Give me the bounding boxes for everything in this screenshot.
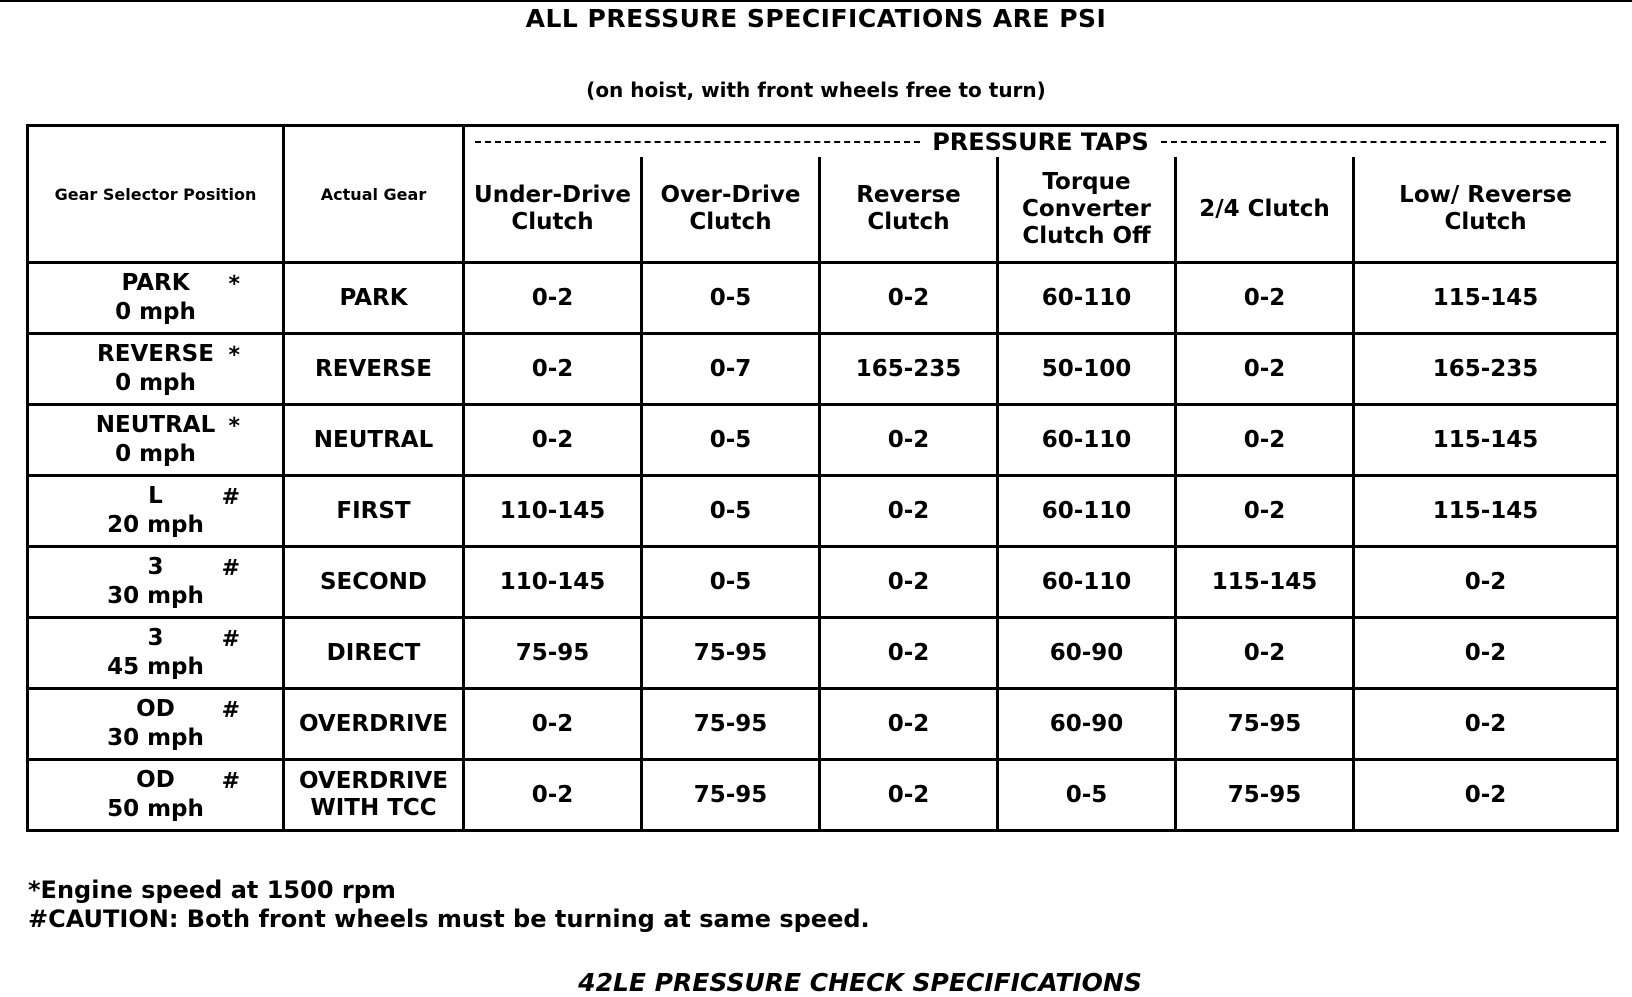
selector-position: NEUTRAL: [95, 412, 216, 438]
pressure-value-cell: 115-145: [1354, 263, 1618, 334]
pressure-value-cell: 110-145: [464, 547, 642, 618]
selector-position-cell: [28, 547, 284, 618]
selector-position: OD: [136, 767, 175, 793]
actual-gear-cell: PARK: [284, 263, 464, 334]
pressure-value-cell: 75-95: [464, 618, 642, 689]
footnote-mark: #: [221, 556, 240, 581]
col-header-low-reverse-clutch: Low/ Reverse Clutch: [1354, 157, 1618, 263]
pressure-value-cell: 0-2: [464, 263, 642, 334]
pressure-value-cell: 0-2: [820, 760, 998, 831]
actual-gear-cell: OVERDRIVE WITH TCC: [284, 760, 464, 831]
pressure-value-cell: 0-5: [998, 760, 1176, 831]
pressure-value-cell: 60-110: [998, 476, 1176, 547]
pressure-value-cell: 0-7: [642, 334, 820, 405]
table-body: [28, 263, 1618, 831]
dashed-rule-right: [1161, 141, 1606, 143]
figure-caption: 42LE PRESSURE CHECK SPECIFICATIONS: [578, 968, 1142, 997]
pressure-value-cell: 115-145: [1354, 405, 1618, 476]
selector-position: L: [148, 483, 163, 509]
pressure-value-cell: 60-110: [998, 263, 1176, 334]
pressure-value-cell: 0-5: [642, 405, 820, 476]
pressure-value-cell: 0-2: [820, 618, 998, 689]
actual-gear-cell: DIRECT: [284, 618, 464, 689]
footnote-mark: *: [228, 343, 240, 368]
footnote-mark: #: [221, 627, 240, 652]
road-speed: 30 mph: [107, 725, 204, 751]
pressure-value-cell: 75-95: [642, 618, 820, 689]
table-row: [28, 618, 1618, 689]
top-rule: [0, 0, 1632, 2]
col-header-overdrive-clutch: Over-Drive Clutch: [642, 157, 820, 263]
pressure-taps-label: PRESSURE TAPS: [932, 128, 1149, 156]
col-header-reverse-clutch: Reverse Clutch: [820, 157, 998, 263]
col-header-underdrive-clutch: Under-Drive Clutch: [464, 157, 642, 263]
pressure-value-cell: 0-2: [820, 405, 998, 476]
selector-position-cell: [28, 334, 284, 405]
selector-position: OD: [136, 696, 175, 722]
col-header-torque-converter-clutch: Torque Converter Clutch Off: [998, 157, 1176, 263]
road-speed: 50 mph: [107, 796, 204, 822]
page-subtitle: (on hoist, with front wheels free to turn): [586, 78, 1046, 102]
pressure-value-cell: 60-110: [998, 547, 1176, 618]
pressure-value-cell: 0-2: [1176, 476, 1354, 547]
pressure-value-cell: 0-2: [1176, 405, 1354, 476]
pressure-value-cell: 0-2: [1176, 334, 1354, 405]
actual-gear-cell: OVERDRIVE: [284, 689, 464, 760]
pressure-value-cell: 0-2: [464, 689, 642, 760]
table-row: [28, 547, 1618, 618]
road-speed: 45 mph: [107, 654, 204, 680]
pressure-taps-group-header: [464, 126, 1618, 158]
pressure-value-cell: 60-90: [998, 689, 1176, 760]
table-row: [28, 476, 1618, 547]
footnote-mark: *: [228, 414, 240, 439]
selector-position: 3: [147, 554, 164, 580]
footnote-mark: #: [221, 769, 240, 794]
selector-position: PARK: [121, 270, 190, 296]
footnote-mark: #: [221, 485, 240, 510]
table-row: [28, 334, 1618, 405]
pressure-value-cell: 0-2: [1176, 263, 1354, 334]
selector-position-cell: [28, 618, 284, 689]
pressure-value-cell: 0-5: [642, 547, 820, 618]
footnotes: [28, 876, 870, 934]
selector-position: REVERSE: [97, 341, 214, 367]
pressure-value-cell: 0-2: [464, 405, 642, 476]
pressure-value-cell: 0-5: [642, 263, 820, 334]
table-row: [28, 263, 1618, 334]
road-speed: 20 mph: [107, 512, 204, 538]
pressure-value-cell: 0-2: [1176, 618, 1354, 689]
selector-position: 3: [147, 625, 164, 651]
road-speed: 0 mph: [115, 299, 196, 325]
pressure-value-cell: 0-2: [1354, 760, 1618, 831]
pressure-value-cell: 0-2: [820, 476, 998, 547]
selector-position-cell: [28, 760, 284, 831]
actual-gear-cell: NEUTRAL: [284, 405, 464, 476]
table-row: [28, 405, 1618, 476]
road-speed: 0 mph: [115, 370, 196, 396]
pressure-value-cell: 0-2: [464, 760, 642, 831]
table-row: [28, 689, 1618, 760]
pressure-value-cell: 0-2: [1354, 547, 1618, 618]
selector-position-cell: [28, 263, 284, 334]
footnote-mark: #: [221, 698, 240, 723]
road-speed: 0 mph: [115, 441, 196, 467]
col-header-selector-position: Gear Selector Position: [28, 126, 284, 263]
col-header-actual-gear: Actual Gear: [284, 126, 464, 263]
dashed-rule-left: [475, 141, 920, 143]
pressure-value-cell: 0-2: [464, 334, 642, 405]
caution-note: #CAUTION: Both front wheels must be turning at same speed.: [28, 905, 870, 933]
footnote-mark: *: [228, 272, 240, 297]
pressure-value-cell: 60-110: [998, 405, 1176, 476]
selector-position-cell: [28, 476, 284, 547]
actual-gear-cell: REVERSE: [284, 334, 464, 405]
actual-gear-cell: FIRST: [284, 476, 464, 547]
pressure-value-cell: 75-95: [1176, 760, 1354, 831]
pressure-value-cell: 0-2: [820, 547, 998, 618]
col-header-2-4-clutch: 2/4 Clutch: [1176, 157, 1354, 263]
pressure-value-cell: 0-2: [1354, 618, 1618, 689]
pressure-value-cell: 0-2: [820, 263, 998, 334]
actual-gear-cell: SECOND: [284, 547, 464, 618]
pressure-value-cell: 0-5: [642, 476, 820, 547]
selector-position-cell: [28, 405, 284, 476]
selector-position-cell: [28, 689, 284, 760]
road-speed: 30 mph: [107, 583, 204, 609]
pressure-value-cell: 0-2: [820, 689, 998, 760]
engine-speed-note: *Engine speed at 1500 rpm: [28, 876, 396, 904]
pressure-value-cell: 75-95: [642, 689, 820, 760]
pressure-value-cell: 60-90: [998, 618, 1176, 689]
pressure-value-cell: 50-100: [998, 334, 1176, 405]
pressure-value-cell: 165-235: [820, 334, 998, 405]
pressure-value-cell: 165-235: [1354, 334, 1618, 405]
pressure-value-cell: 115-145: [1176, 547, 1354, 618]
pressure-value-cell: 110-145: [464, 476, 642, 547]
pressure-spec-table: [26, 124, 1619, 832]
pressure-value-cell: 75-95: [642, 760, 820, 831]
pressure-value-cell: 75-95: [1176, 689, 1354, 760]
pressure-value-cell: 0-2: [1354, 689, 1618, 760]
table-row: [28, 760, 1618, 831]
page-title: ALL PRESSURE SPECIFICATIONS ARE PSI: [525, 4, 1107, 33]
pressure-value-cell: 115-145: [1354, 476, 1618, 547]
